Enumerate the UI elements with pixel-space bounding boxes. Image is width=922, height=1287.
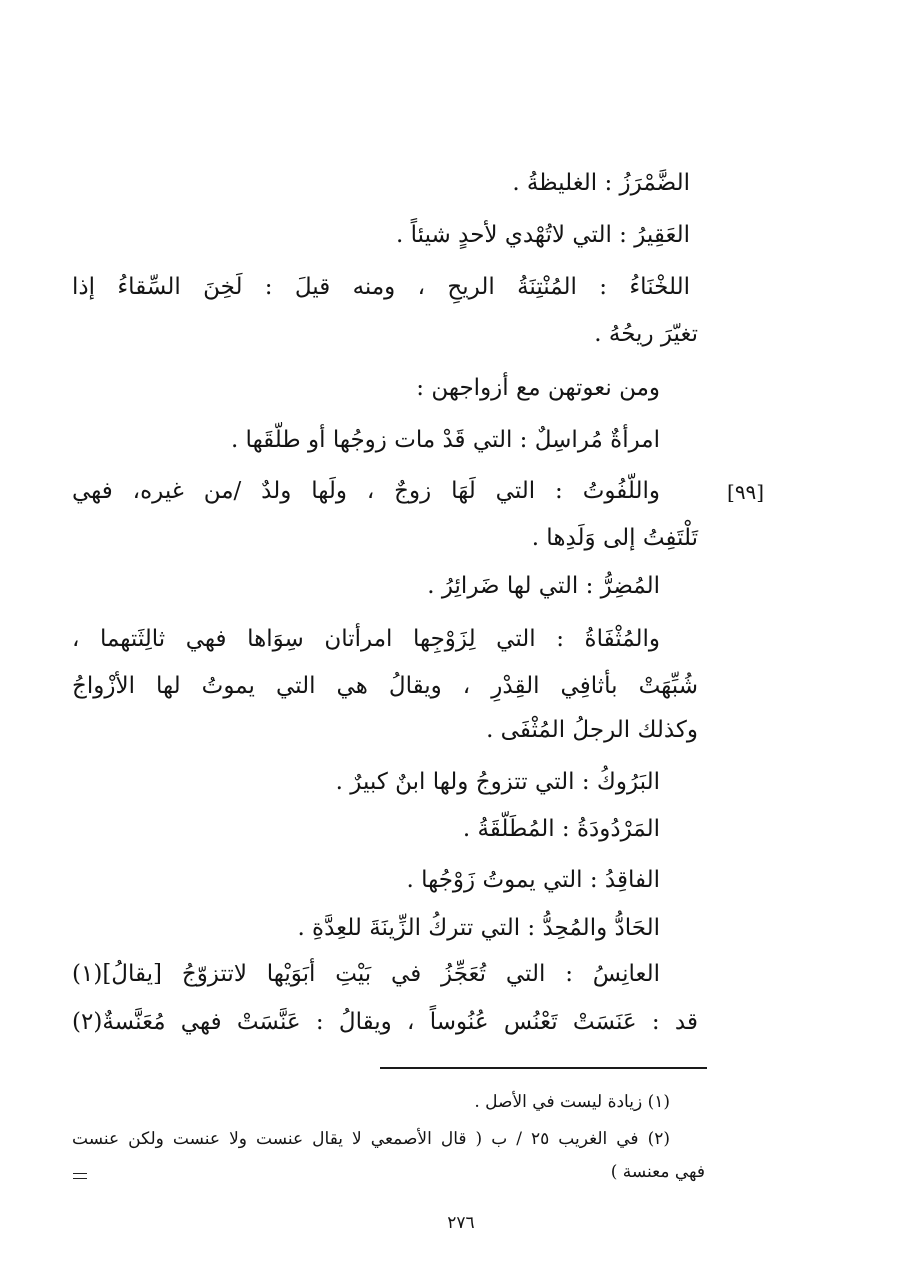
footnote: (٢) في الغريب ٢٥ / ب ( قال الأصمعي لا يقال عنست ولا عنست ولكن عنست bbox=[72, 1129, 670, 1149]
footnote-continuation-mark bbox=[73, 1173, 87, 1179]
text-line: امرأةٌ مُراسِلٌ : التي قَدْ مات زوجُها أو طلّقَها . bbox=[230, 427, 660, 453]
text-line: والمُثْفَاةُ : التي لِزَوْجِها امرأتان سِوَاها فهي ثالِثَتهما ، bbox=[72, 626, 660, 652]
manuscript-folio-marker: [٩٩] bbox=[727, 480, 765, 504]
text-line: واللّفُوتُ : التي لَهَا زوجٌ ، ولَها ولدٌ /من غيره، فهي bbox=[72, 478, 660, 504]
text-line: المُضِرُّ : التي لها ضَرائِرُ . bbox=[427, 573, 660, 599]
text-line: وكذلك الرجلُ المُثْفَى . bbox=[486, 717, 698, 743]
text-line: العَقِيرُ : التي لاتُهْدي لأحدٍ شيئاً . bbox=[396, 222, 690, 248]
footnote-separator bbox=[380, 1067, 707, 1069]
text-line: تغيّرَ ريحُهُ . bbox=[594, 321, 698, 347]
text-line: المَرْدُودَةُ : المُطَلّقَةُ . bbox=[462, 816, 660, 842]
text-line: تَلْتَفِتُ إلى وَلَدِها . bbox=[531, 525, 698, 551]
text-line: قد : عَنَسَتْ تَعْنُس عُنُوساً ، ويقالُ : عَنَّسَتْ فهي مُعَنَّسةٌ(٢) bbox=[72, 1009, 698, 1035]
text-line: الفاقِدُ : التي يموتُ زَوْجُها . bbox=[406, 867, 660, 893]
section-heading: ومن نعوتهن مع أزواجهن : bbox=[416, 375, 660, 401]
text-line: البَرُوكُ : التي تتزوجُ ولها ابنٌ كبيرٌ . bbox=[335, 769, 660, 795]
text-line: الحَادُّ والمُحِدُّ : التي تتركُ الزِّينَةَ للعِدَّةِ . bbox=[297, 915, 660, 941]
footnote: فهي معنسة ) bbox=[610, 1162, 705, 1182]
footnote: (١) زيادة ليست في الأصل . bbox=[474, 1092, 670, 1112]
page-number: ٢٧٦ bbox=[447, 1213, 475, 1233]
text-line: الضَّمْرَزُ : الغليظةُ . bbox=[512, 170, 690, 196]
text-line: اللخْنَاءُ : المُنْتِنَةُ الريحِ ، ومنه قيلَ : لَخِنَ السِّقاءُ إذا bbox=[72, 274, 690, 300]
text-line: شُبِّهَتْ بأثافِي القِدْرِ ، ويقالُ هي التي يموتُ لها الأزْواجُ bbox=[72, 673, 698, 699]
text-line: العانِسُ : التي تُعَجِّزُ في بَيْتِ أبَوَيْها لاتتزوّجُ [يقالُ](١) bbox=[72, 961, 660, 987]
